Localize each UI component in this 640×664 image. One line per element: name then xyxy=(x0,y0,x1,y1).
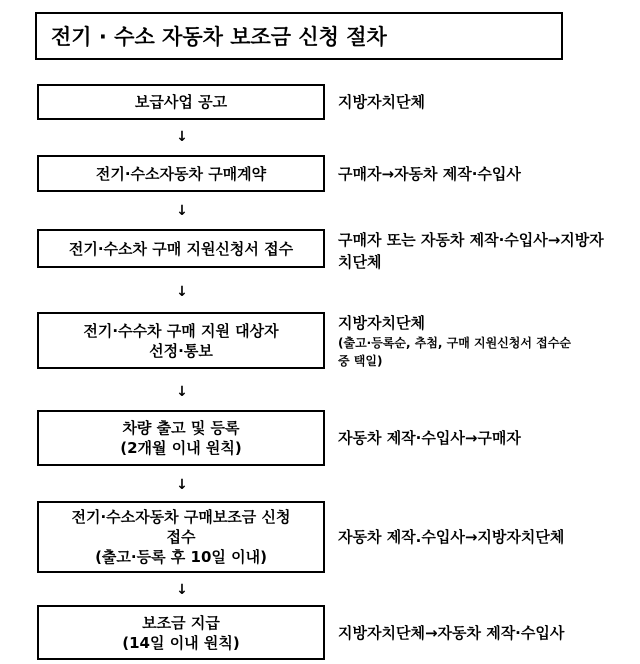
actor-5 xyxy=(338,410,628,466)
actor-7-line-1: 지방자치단체→자동차 제작·수입사 xyxy=(338,623,565,642)
actor-1 xyxy=(338,84,628,120)
arrow-down-icon-1: ↓ xyxy=(176,129,188,145)
step-box-6 xyxy=(37,501,325,573)
actor-3-line-2: 치단체 xyxy=(338,253,382,271)
actor-4-note-line-2: 중 택일) xyxy=(338,354,383,368)
step-5-line-1: 차량 출고 및 등록 xyxy=(122,419,240,437)
step-box-3 xyxy=(37,229,325,268)
actor-3-line-1: 구매자 또는 자동차 제작·수입사→지방자 xyxy=(338,231,604,249)
step-box-4 xyxy=(37,312,325,369)
step-box-2 xyxy=(37,155,325,192)
step-4-line-1: 전기·수수차 구매 지원 대상자 xyxy=(83,321,279,340)
step-7-line-1: 보조금 지급 xyxy=(142,613,220,632)
actor-1-line-1: 지방자치단체 xyxy=(338,93,425,111)
step-6-line-3: (출고·등록 후 10일 이내) xyxy=(95,548,267,566)
actor-2-line-1: 구매자→자동차 제작·수입사 xyxy=(338,164,521,183)
step-2-line-1: 전기·수소자동차 구매계약 xyxy=(95,164,267,183)
step-box-7 xyxy=(37,605,325,660)
actor-4 xyxy=(338,312,628,376)
actor-7 xyxy=(338,605,628,660)
arrow-down-icon-2: ↓ xyxy=(176,203,188,219)
step-3-line-1: 전기·수소차 구매 지원신청서 접수 xyxy=(68,239,294,258)
step-6-line-2: 접수 xyxy=(166,528,196,546)
step-5-line-2: (2개월 이내 원칙) xyxy=(120,439,242,457)
actor-2 xyxy=(338,155,628,192)
arrow-down-icon-3: ↓ xyxy=(176,284,188,300)
step-box-5 xyxy=(37,410,325,466)
step-box-1 xyxy=(37,84,325,120)
actor-6 xyxy=(338,501,628,573)
arrow-down-icon-6: ↓ xyxy=(176,582,188,598)
actor-5-line-1: 자동차 제작·수입사→구매자 xyxy=(338,429,521,447)
arrow-down-icon-4: ↓ xyxy=(176,384,188,400)
step-6-line-1: 전기·수소자동차 구매보조금 신청 xyxy=(71,508,291,526)
diagram-title: 전기 · 수소 자동차 보조금 신청 절차 xyxy=(35,12,563,60)
actor-3 xyxy=(338,228,628,274)
step-4-line-2: 선정·통보 xyxy=(149,341,213,360)
actor-4-line-1: 지방자치단체 xyxy=(338,314,425,332)
step-1-line-1: 보급사업 공고 xyxy=(134,93,228,111)
step-7-line-2: (14일 이내 원칙) xyxy=(122,633,240,652)
actor-6-line-1: 자동차 제작.수입사→지방자치단체 xyxy=(338,528,565,546)
arrow-down-icon-5: ↓ xyxy=(176,477,188,493)
actor-4-note-line-1: (출고·등록순, 추첨, 구매 지원신청서 접수순 xyxy=(338,336,571,350)
